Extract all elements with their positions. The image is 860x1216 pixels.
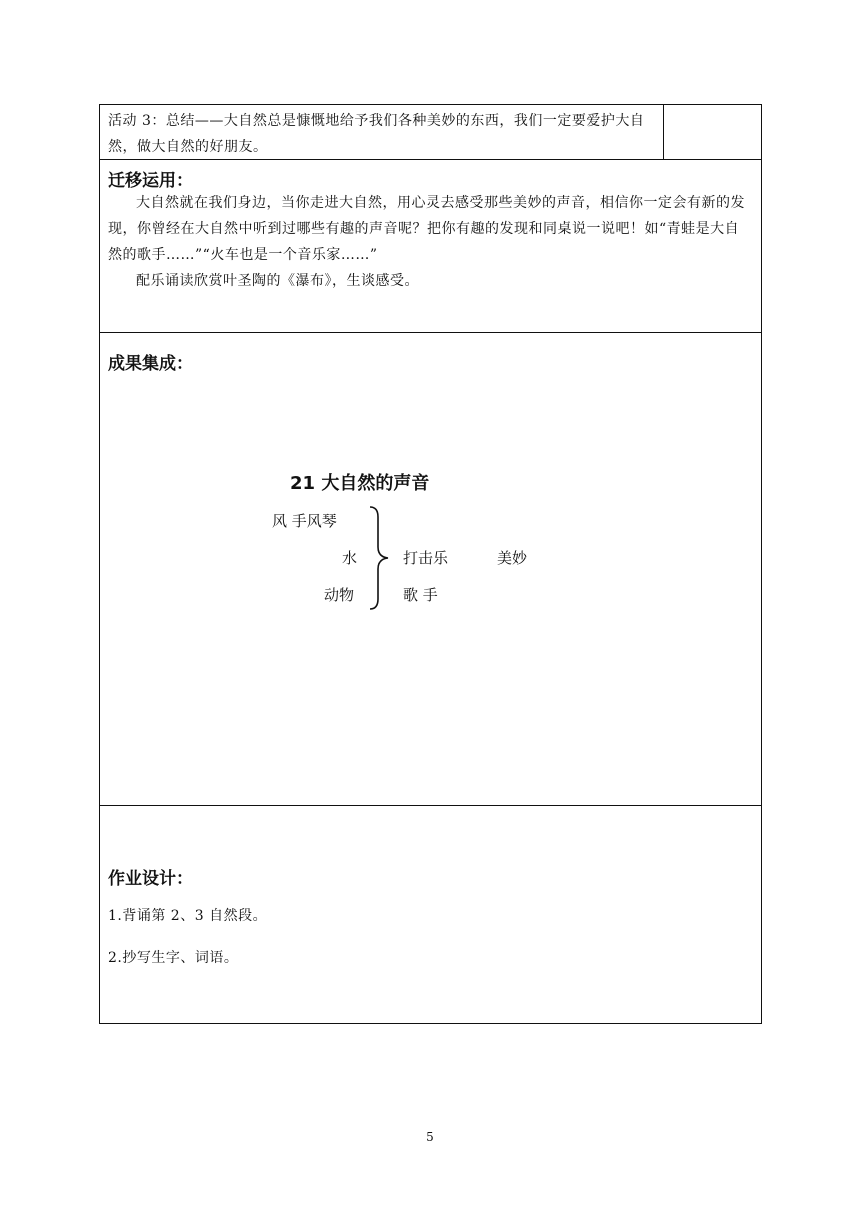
brace-icon (366, 505, 396, 611)
transfer-row (100, 160, 761, 332)
activity3-text: 活动 3：总结——大自然总是慷慨地给予我们各种美妙的东西，我们一定要爱护大自然，做大自然的好朋友。 (108, 113, 645, 155)
column-divider (663, 105, 664, 159)
diagram-right-item: 打击乐 (403, 549, 449, 567)
transfer-paragraph: 大自然就在我们身边，当你走进大自然，用心灵去感受那些美妙的声音，相信你一定会有新的发现，你曾经在大自然中听到过哪些有趣的声音呢？把你有趣的发现和同桌说一说吧！如“青蛙是大自然的歌手……”“火车也是一个音乐家……” (108, 195, 745, 263)
lesson-table (99, 104, 762, 1024)
homework-item: 2.抄写生字、词语。 (108, 950, 239, 966)
homework-item: 1.背诵第 2、3 自然段。 (108, 908, 268, 924)
diagram-title: 21 大自然的声音 (290, 473, 430, 494)
diagram-left-item: 动物 (324, 586, 355, 604)
diagram-left-item: 风 手风琴 (272, 512, 337, 530)
diagram-left-item: 水 (342, 549, 358, 567)
homework-row (100, 806, 761, 1024)
diagram-summary: 美妙 (497, 549, 528, 567)
transfer-heading: 迁移运用： (108, 171, 193, 191)
homework-heading: 作业设计： (108, 869, 193, 889)
transfer-paragraph-2: 配乐诵读欣赏叶圣陶的《瀑布》，生谈感受。 (136, 273, 419, 289)
activity-row (100, 105, 761, 159)
results-row (100, 333, 761, 805)
results-heading: 成果集成： (108, 354, 193, 374)
page-number: 5 (426, 1130, 434, 1144)
diagram-right-item: 歌 手 (403, 586, 438, 604)
